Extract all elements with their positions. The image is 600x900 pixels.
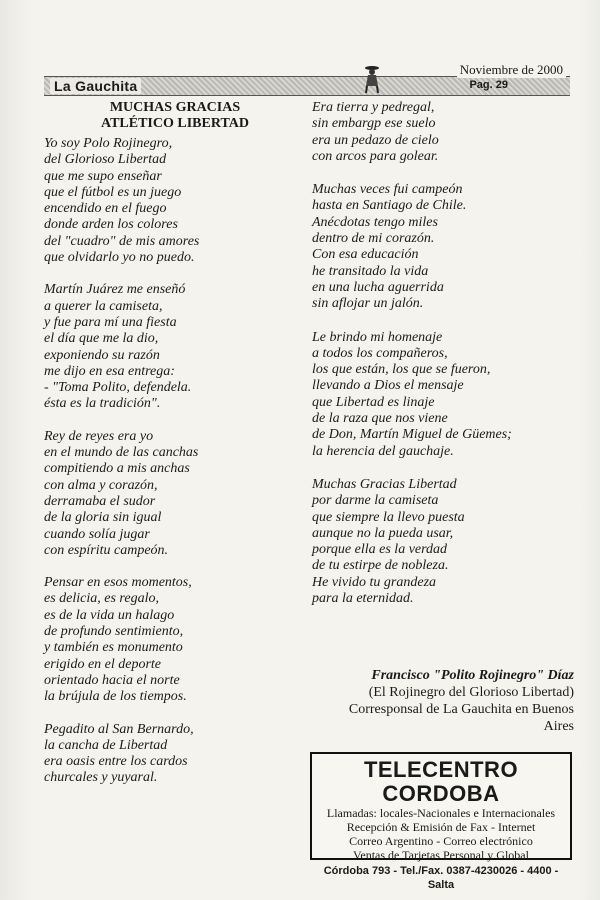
poem-line: aunque no la pueda usar, — [312, 525, 454, 541]
poem-line: la brújula de los tiempos. — [44, 689, 187, 705]
ad-line: Ventas de Tarjetas Personal y Global — [353, 848, 529, 862]
poem-stanza — [312, 330, 574, 460]
poem-line: erigido en el deporte — [44, 656, 162, 672]
poem-line: que me supo enseñar — [44, 168, 162, 184]
poem-line: donde arden los colores — [44, 217, 178, 233]
poem-line: Le brindo mi homenaje — [312, 329, 443, 345]
poem-line: de la gloria sin igual — [44, 510, 162, 526]
poem-line: ésta es la tradición". — [44, 396, 161, 412]
poem-line: del "cuadro" de mis amores — [44, 233, 200, 249]
ad-title: TELECENTRO CORDOBA — [363, 757, 519, 806]
poem-line: en el mundo de las canchas — [44, 445, 199, 461]
poem-line: a querer la camiseta, — [44, 298, 163, 314]
poem-line: de la raza que nos viene — [312, 411, 448, 427]
right-column — [312, 100, 574, 624]
signature-block — [312, 667, 574, 735]
poem-line: Martín Juárez me enseñó — [44, 282, 186, 298]
poem-stanza — [44, 429, 306, 559]
poem-line: Era tierra y pedregal, — [312, 100, 435, 115]
poem-line: que el fútbol es un juego — [44, 184, 182, 200]
ad-line: Correo Argentino - Correo electrónico — [349, 834, 533, 848]
page-header — [44, 62, 570, 96]
gaucho-figure-icon — [362, 64, 382, 94]
poem-line: me dijo en esa entrega: — [44, 363, 175, 379]
author-role-cont: Aires — [543, 719, 574, 734]
right-stanzas — [312, 100, 574, 607]
poem-line: sin aflojar un jalón. — [312, 296, 424, 312]
poem-line: es de la vida un halago — [44, 607, 175, 623]
poem-line: derramaba el sudor — [44, 493, 156, 509]
poem-line: Con esa educación — [312, 247, 419, 263]
poem-line: Rey de reyes era yo — [44, 428, 154, 444]
poem-line: cuando solía jugar — [44, 526, 150, 542]
issue-date: Noviembre de 2000 — [457, 62, 566, 78]
poem-stanza — [312, 182, 574, 312]
author-alias: (El Rojinegro del Glorioso Libertad) — [368, 685, 574, 700]
poem-line: llevando a Dios el mensaje — [312, 378, 464, 394]
poem-stanza — [44, 282, 306, 412]
title-line-1: MUCHAS GRACIAS — [109, 100, 241, 115]
poem-line: por darme la camiseta — [312, 493, 439, 509]
author-name: Francisco "Polito Rojinegro" Díaz — [371, 668, 574, 683]
masthead: La Gauchita — [50, 78, 141, 94]
poem-line: con espíritu campeón. — [44, 542, 169, 558]
poem-line: de tu estirpe de nobleza. — [312, 558, 449, 574]
article-title — [44, 100, 306, 132]
poem-line: Pensar en esos momentos, — [44, 575, 192, 591]
poem-line: He vivido tu grandeza — [312, 574, 437, 590]
poem-line: que siempre la llevo puesta — [312, 509, 465, 525]
ad-line: Recepción & Emisión de Fax - Internet — [346, 820, 536, 834]
poem-line: Pegadito al San Bernardo, — [44, 721, 194, 737]
poem-line: Yo soy Polo Rojinegro, — [44, 136, 173, 151]
poem-line: - "Toma Polito, defendela. — [44, 380, 192, 396]
poem-line: encendido en el fuego — [44, 201, 167, 217]
poem-stanza — [312, 477, 574, 607]
poem-stanza — [44, 575, 306, 705]
poem-line: a todos los compañeros, — [312, 345, 448, 361]
poem-stanza — [44, 722, 306, 787]
poem-line: hasta en Santiago de Chile. — [312, 198, 467, 214]
poem-line: en una lucha aguerrida — [312, 279, 444, 295]
page-number: Pag. 29 — [469, 79, 508, 91]
poem-line: Muchas Gracias Libertad — [312, 476, 457, 492]
poem-line: he transitado la vida — [312, 263, 429, 279]
telecentro-ad — [310, 752, 572, 891]
poem-line: de profundo sentimiento, — [44, 624, 184, 640]
poem-stanza — [44, 136, 306, 266]
poem-line: era oasis entre los cardos — [44, 754, 188, 770]
poem-stanza — [312, 100, 574, 165]
poem-line: y también es monumento — [44, 640, 183, 656]
poem-line: que Libertad es linaje — [312, 394, 435, 410]
poem-line: porque ella es la verdad — [312, 542, 448, 558]
poem-line: Anécdotas tengo miles — [312, 214, 438, 230]
poem-line: para la eternidad. — [312, 591, 414, 607]
poem-line: era un pedazo de cielo — [312, 132, 439, 148]
poem-line: sin embargp ese suelo — [312, 116, 436, 132]
poem-line: dentro de mi corazón. — [312, 231, 435, 247]
poem-line: del Glorioso Libertad — [44, 152, 167, 168]
poem-line: el día que me la dio, — [44, 331, 159, 347]
poem-line: que olvidarlo yo no puedo. — [44, 250, 195, 266]
poem-line: compitiendo a mis anchas — [44, 461, 190, 477]
poem-line: y fue para mí una fiesta — [44, 314, 177, 330]
poem-line: la herencia del gauchaje. — [312, 443, 454, 459]
poem-line: de Don, Martín Miguel de Güemes; — [312, 427, 512, 443]
poem-line: la cancha de Libertad — [44, 737, 168, 753]
left-stanzas — [44, 136, 306, 787]
poem-line: Muchas veces fui campeón — [312, 182, 463, 198]
poem-line: con alma y corazón, — [44, 477, 158, 493]
poem-line: orientado hacia el norte — [44, 672, 180, 688]
left-column — [44, 100, 306, 803]
poem-line: churcales y yuyaral. — [44, 770, 158, 786]
poem-line: con arcos para golear. — [312, 148, 439, 164]
title-line-2: ATLÉTICO LIBERTAD — [101, 116, 249, 131]
ad-line: Llamadas: locales-Nacionales e Internacionales — [326, 806, 556, 820]
poem-line: los que están, los que se fueron, — [312, 362, 491, 378]
ad-address: Córdoba 793 - Tel./Fax. 0387-4230026 - 4400 - Salta — [323, 865, 559, 891]
poem-line: es delicia, es regalo, — [44, 591, 159, 607]
author-role: Corresponsal de La Gauchita en Buenos — [348, 702, 574, 717]
poem-line: exponiendo su razón — [44, 347, 160, 363]
